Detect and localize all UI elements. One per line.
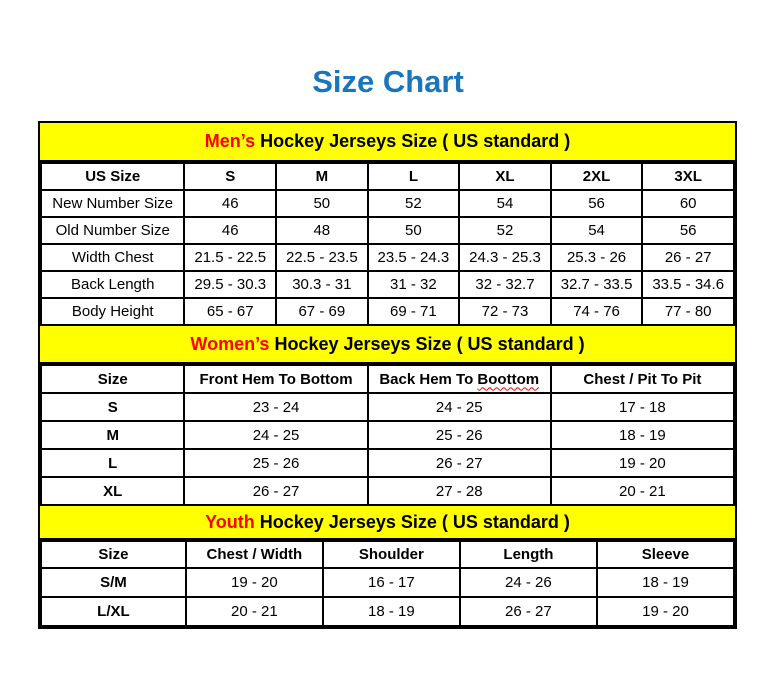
mens-row-label: Width Chest (41, 244, 184, 271)
womens-header-size: Size (41, 365, 184, 393)
youth-header-sleeve: Sleeve (597, 541, 734, 568)
womens-header-row (41, 365, 734, 393)
youth-cell: 20 - 21 (186, 597, 323, 626)
womens-header-chest: Chest / Pit To Pit (551, 365, 734, 393)
womens-row-s (41, 393, 734, 421)
mens-cell: 30.3 - 31 (276, 271, 368, 298)
mens-row-new-number-size (41, 190, 734, 217)
mens-cell: 46 (184, 190, 276, 217)
youth-row-label: L/XL (41, 597, 186, 626)
mens-row-label: Old Number Size (41, 217, 184, 244)
mens-cell: 33.5 - 34.6 (642, 271, 734, 298)
womens-section-header (40, 326, 735, 364)
womens-row-label: L (41, 449, 184, 477)
womens-cell: 23 - 24 (184, 393, 367, 421)
youth-header-chest-width: Chest / Width (186, 541, 323, 568)
mens-section-highlight: Men’s (204, 131, 256, 151)
mens-cell: 24.3 - 25.3 (459, 244, 551, 271)
mens-section-header (40, 123, 735, 162)
mens-cell: 67 - 69 (276, 298, 368, 325)
mens-cell: 56 (551, 190, 643, 217)
womens-row-label: M (41, 421, 184, 449)
youth-section-header (40, 506, 735, 540)
womens-cell: 19 - 20 (551, 449, 734, 477)
womens-section-highlight: Women’s (190, 333, 270, 354)
womens-cell: 17 - 18 (551, 393, 734, 421)
womens-header-back-hem (368, 365, 551, 393)
womens-header-back-hem-prefix: Back Hem To (379, 370, 478, 388)
mens-cell: 56 (642, 217, 734, 244)
youth-cell: 18 - 19 (323, 597, 460, 626)
youth-cell: 18 - 19 (597, 568, 734, 597)
mens-cell: 77 - 80 (642, 298, 734, 325)
mens-cell: 48 (276, 217, 368, 244)
mens-row-label: Body Height (41, 298, 184, 325)
mens-header-m: M (276, 163, 368, 190)
mens-cell: 65 - 67 (184, 298, 276, 325)
mens-header-3xl: 3XL (642, 163, 734, 190)
mens-cell: 69 - 71 (368, 298, 460, 325)
mens-cell: 52 (368, 190, 460, 217)
womens-cell: 25 - 26 (368, 421, 551, 449)
youth-row-label: S/M (41, 568, 186, 597)
womens-header-front-hem: Front Hem To Bottom (184, 365, 367, 393)
mens-size-table (40, 162, 735, 326)
womens-cell: 27 - 28 (368, 477, 551, 505)
mens-cell: 29.5 - 30.3 (184, 271, 276, 298)
womens-row-l (41, 449, 734, 477)
mens-row-back-length (41, 271, 734, 298)
mens-section-title: Hockey Jerseys Size ( US standard ) (255, 131, 571, 151)
mens-row-body-height (41, 298, 734, 325)
youth-header-row (41, 541, 734, 568)
youth-header-shoulder: Shoulder (323, 541, 460, 568)
mens-cell: 54 (459, 190, 551, 217)
mens-cell: 74 - 76 (551, 298, 643, 325)
womens-cell: 24 - 25 (184, 421, 367, 449)
youth-cell: 19 - 20 (186, 568, 323, 597)
youth-header-length: Length (460, 541, 597, 568)
womens-row-label: S (41, 393, 184, 421)
mens-header-l: L (368, 163, 460, 190)
youth-section-highlight: Youth (205, 511, 255, 532)
mens-row-label: Back Length (41, 271, 184, 298)
mens-cell: 25.3 - 26 (551, 244, 643, 271)
mens-cell: 54 (551, 217, 643, 244)
page-title: Size Chart (312, 64, 464, 99)
womens-row-m (41, 421, 734, 449)
mens-cell: 60 (642, 190, 734, 217)
mens-row-label: New Number Size (41, 190, 184, 217)
mens-cell: 52 (459, 217, 551, 244)
womens-cell: 18 - 19 (551, 421, 734, 449)
mens-cell: 50 (368, 217, 460, 244)
mens-cell: 22.5 - 23.5 (276, 244, 368, 271)
mens-cell: 31 - 32 (368, 271, 460, 298)
youth-cell: 19 - 20 (597, 597, 734, 626)
womens-size-table (40, 364, 735, 506)
womens-cell: 25 - 26 (184, 449, 367, 477)
mens-cell: 23.5 - 24.3 (368, 244, 460, 271)
youth-row-lxl (41, 597, 734, 626)
mens-cell: 26 - 27 (642, 244, 734, 271)
youth-cell: 16 - 17 (323, 568, 460, 597)
youth-header-size: Size (41, 541, 186, 568)
mens-row-width-chest (41, 244, 734, 271)
mens-header-s: S (184, 163, 276, 190)
mens-header-xl: XL (459, 163, 551, 190)
mens-cell: 46 (184, 217, 276, 244)
youth-cell: 26 - 27 (460, 597, 597, 626)
mens-row-old-number-size (41, 217, 734, 244)
mens-cell: 32 - 32.7 (459, 271, 551, 298)
mens-header-row (41, 163, 734, 190)
womens-cell: 24 - 25 (368, 393, 551, 421)
womens-cell: 26 - 27 (368, 449, 551, 477)
youth-row-sm (41, 568, 734, 597)
mens-cell: 72 - 73 (459, 298, 551, 325)
womens-header-back-hem-misspelled: Boottom (477, 370, 540, 388)
mens-cell: 32.7 - 33.5 (551, 271, 643, 298)
womens-cell: 26 - 27 (184, 477, 367, 505)
youth-size-table (40, 540, 735, 627)
mens-cell: 50 (276, 190, 368, 217)
youth-section-title: Hockey Jerseys Size ( US standard ) (254, 511, 570, 532)
mens-header-us-size: US Size (41, 163, 184, 190)
womens-cell: 20 - 21 (551, 477, 734, 505)
womens-row-label: XL (41, 477, 184, 505)
womens-row-xl (41, 477, 734, 505)
womens-section-title: Hockey Jerseys Size ( US standard ) (269, 333, 585, 354)
mens-cell: 21.5 - 22.5 (184, 244, 276, 271)
size-chart (38, 121, 737, 629)
mens-header-2xl: 2XL (551, 163, 643, 190)
youth-cell: 24 - 26 (460, 568, 597, 597)
